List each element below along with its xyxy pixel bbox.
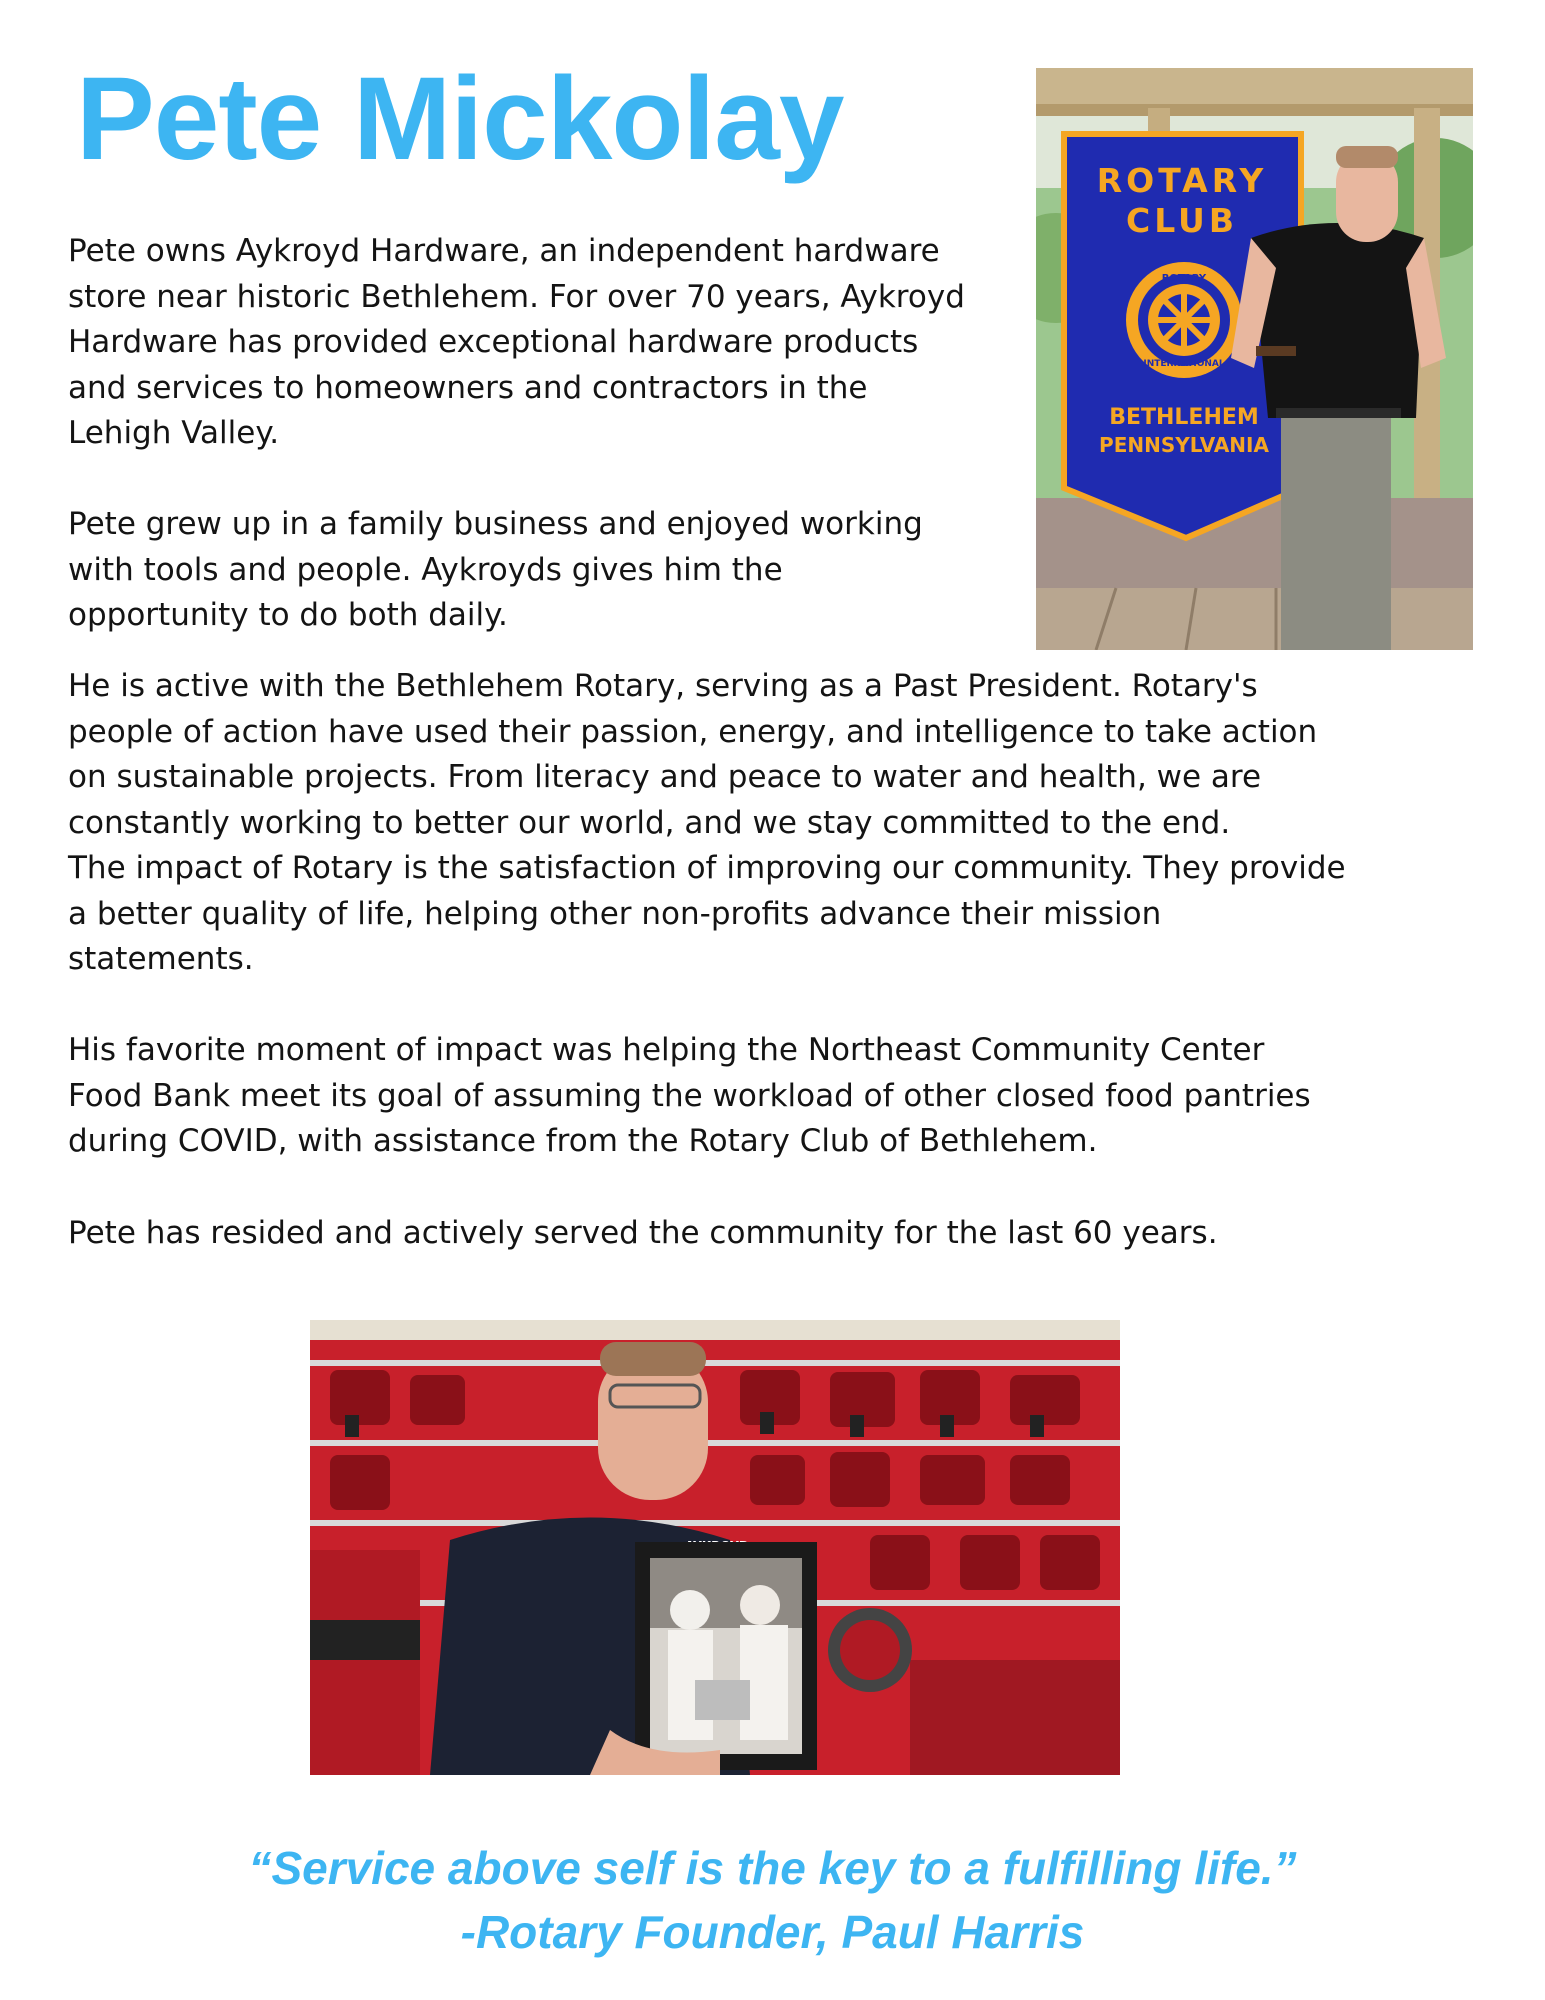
- bio-paragraph-business: Pete owns Aykroyd Hardware, an independent hardware store near historic Bethlehem. For over 70 years, Aykroyd Hardware has provided exceptional hardware products and services to homeowners and contractors in the Lehigh Valley.: [68, 233, 965, 451]
- bio-paragraph-rotary: He is active with the Bethlehem Rotary, serving as a Past President. Rotary's people of action have used their passion, energy, and intelligence to take action on sustainable projects. From literacy and peace to water and health, we are constantly working to better our world, and we stay committed to the end. The impact of Rotary is the satisfaction of improving our community. They provide a better quality of life, helping other non-profits advance their mission statements.: [68, 668, 1346, 977]
- emblem-text-international: INTERNATIONAL: [1143, 359, 1225, 369]
- banner-line-bethlehem: BETHLEHEM: [1109, 405, 1259, 430]
- quote-attribution: -Rotary Founder, Paul Harris: [460, 1906, 1085, 1958]
- quote-text: “Service above self is the key to a fulfilling life.”: [248, 1842, 1297, 1894]
- bio-paragraph-residence: Pete has resided and actively served the community for the last 60 years.: [68, 1215, 1218, 1251]
- emblem-text-rotary: ROTARY: [1161, 273, 1207, 284]
- rotary-banner-illustration: [1036, 68, 1473, 650]
- banner-line-club: CLUB: [1125, 201, 1239, 240]
- rotary-banner-photo: [1036, 68, 1473, 650]
- bio-paragraph-family: Pete grew up in a family business and enjoyed working with tools and people. Aykroyds gives him the opportunity to do both daily.: [68, 506, 923, 633]
- banner-line-pennsylvania: PENNSYLVANIA: [1099, 433, 1269, 457]
- banner-line-rotary: ROTARY: [1096, 161, 1268, 200]
- bio-paragraph-impact: His favorite moment of impact was helping the Northeast Community Center Food Bank meet its goal of assuming the workload of other closed food pantries during COVID, with assistance from the Rotary Club of Bethlehem.: [68, 1032, 1311, 1159]
- store-photo: [310, 1320, 1120, 1775]
- page-title: Pete Mickolay: [76, 53, 844, 185]
- store-photo-illustration: [310, 1320, 1120, 1775]
